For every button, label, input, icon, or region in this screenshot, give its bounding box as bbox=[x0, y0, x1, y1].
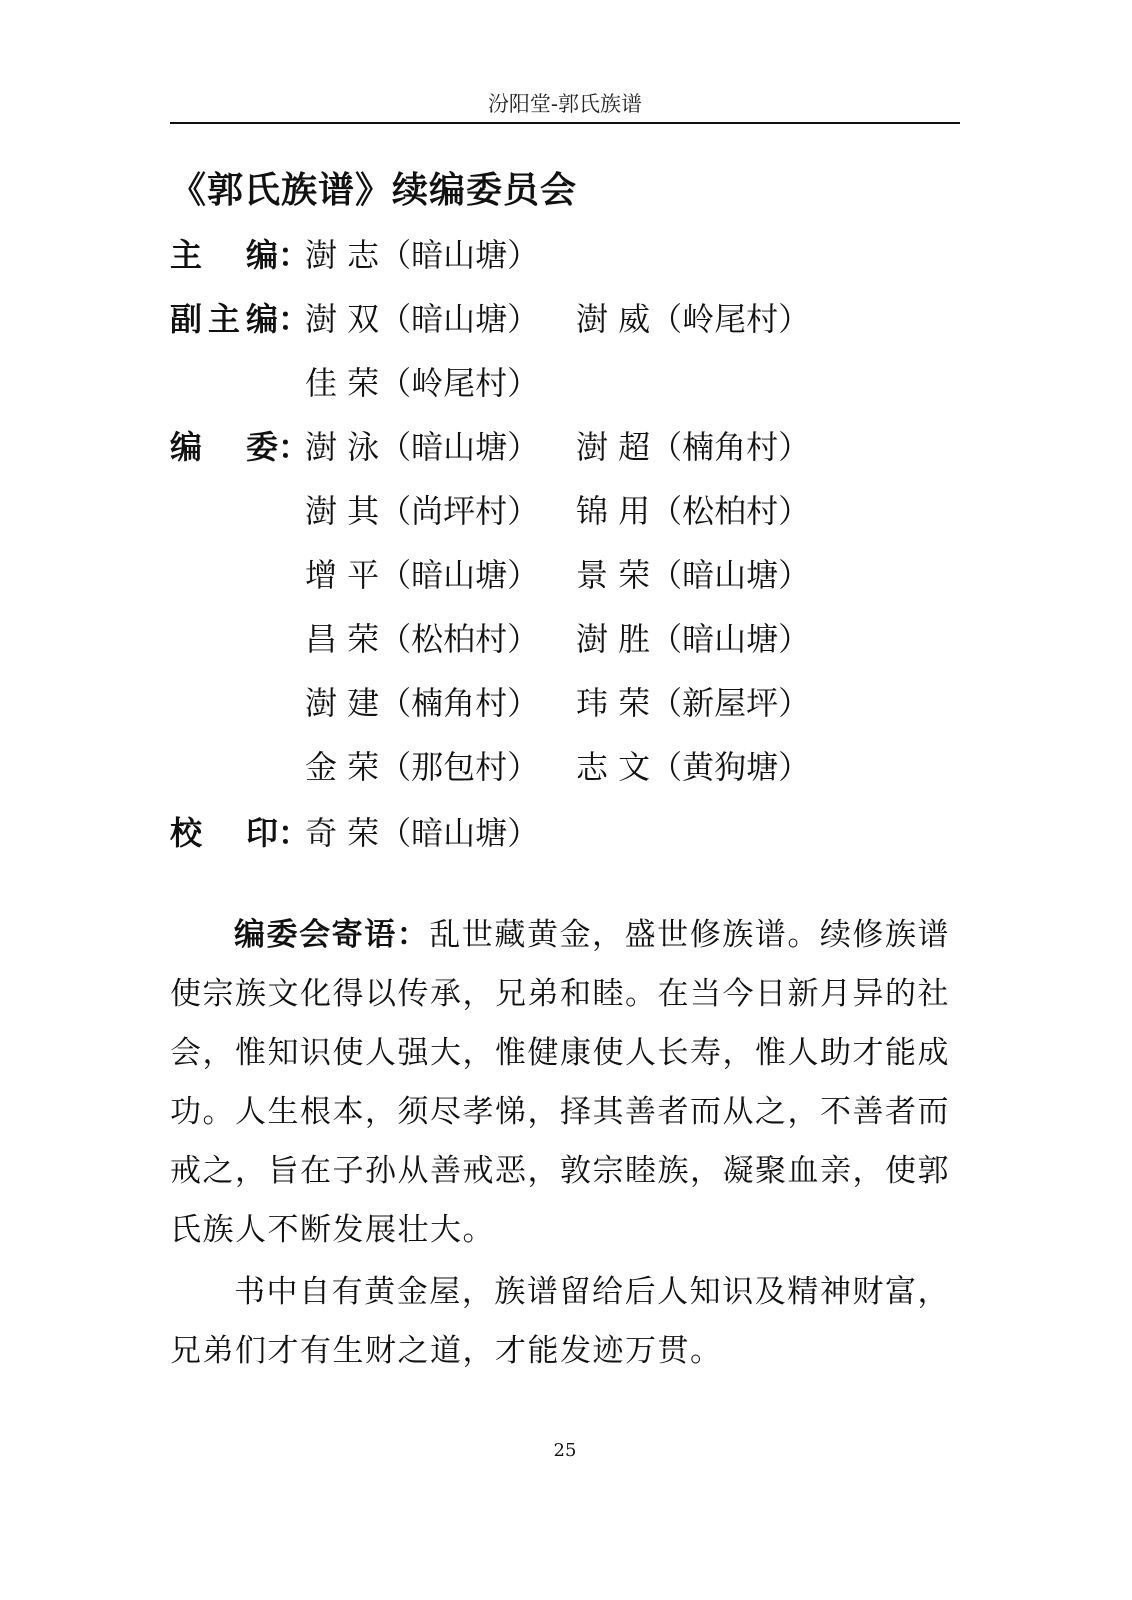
member-entry: 奇 荣（暗山塘） bbox=[305, 814, 540, 852]
message-paragraph-1 bbox=[170, 906, 950, 1260]
role-char: 校 bbox=[170, 814, 203, 852]
member-entry: 昌 荣（松柏村） bbox=[305, 620, 540, 658]
member-entry: 澍 威（岭尾村） bbox=[576, 300, 811, 338]
role-char: 副 bbox=[170, 300, 203, 338]
member-entry: 澍 超（楠角村） bbox=[576, 428, 811, 466]
role-colon: ： bbox=[278, 236, 311, 274]
member-entry: 澍 泳（暗山塘） bbox=[305, 428, 540, 466]
message-text-2: 书中自有黄金屋，族谱留给后人知识及精神财富，兄弟们才有生财之道，才能发迹万贯。 bbox=[170, 1274, 950, 1369]
member-entry: 锦 用（松柏村） bbox=[576, 492, 811, 530]
role-label bbox=[170, 422, 278, 468]
role-char: 主 bbox=[170, 236, 203, 274]
member-entry: 澍 胜（暗山塘） bbox=[576, 620, 811, 658]
page-title: 《郭氏族谱》续编委员会 bbox=[170, 170, 578, 211]
role-editors bbox=[170, 422, 311, 468]
member-entry: 澍 建（楠角村） bbox=[305, 684, 540, 722]
role-label bbox=[170, 294, 278, 340]
member-entry: 金 荣（那包村） bbox=[305, 748, 540, 786]
member-entry: 佳 荣（岭尾村） bbox=[305, 364, 540, 402]
message-lead: 编委会寄语 bbox=[234, 917, 397, 953]
role-char: 编 bbox=[170, 428, 203, 466]
role-chief-editor bbox=[170, 230, 311, 276]
role-proofreader bbox=[170, 808, 311, 854]
role-label bbox=[170, 230, 278, 276]
message-paragraph-2 bbox=[170, 1263, 950, 1381]
role-char: 委 bbox=[245, 428, 278, 466]
page-number: 25 bbox=[553, 1440, 577, 1461]
header-divider bbox=[170, 122, 960, 124]
role-label bbox=[170, 808, 278, 854]
role-colon: ： bbox=[278, 814, 311, 852]
role-deputy-editor bbox=[170, 294, 311, 340]
message-lead-colon: ： bbox=[396, 917, 430, 953]
member-entry: 澍 其（尚坪村） bbox=[305, 492, 540, 530]
role-char: 编 bbox=[245, 236, 278, 274]
message-text-1: 乱世藏黄金，盛世修族谱。续修族谱使宗族文化得以传承，兄弟和睦。在当今日新月异的社会，惟知识使人强大，惟健康使人长寿，惟人助才能成功。人生根本，须尽孝悌，择其善者而从之，不善者而戒之，旨在子孙从善戒恶，敦宗睦族，凝聚血亲，使郭氏族人不断发展壮大。 bbox=[170, 917, 951, 1248]
member-entry: 澍 双（暗山塘） bbox=[305, 300, 540, 338]
member-entry: 增 平（暗山塘） bbox=[305, 556, 540, 594]
role-colon: ： bbox=[278, 428, 311, 466]
role-char: 编 bbox=[245, 300, 278, 338]
role-char: 印 bbox=[245, 814, 278, 852]
role-colon: ： bbox=[278, 300, 311, 338]
member-entry: 志 文（黄狗塘） bbox=[576, 748, 811, 786]
running-header: 汾阳堂-郭氏族谱 bbox=[487, 92, 643, 116]
member-entry: 澍 志（暗山塘） bbox=[305, 236, 540, 274]
role-char: 主 bbox=[207, 300, 240, 338]
member-entry: 景 荣（暗山塘） bbox=[576, 556, 811, 594]
member-entry: 玮 荣（新屋坪） bbox=[576, 684, 811, 722]
